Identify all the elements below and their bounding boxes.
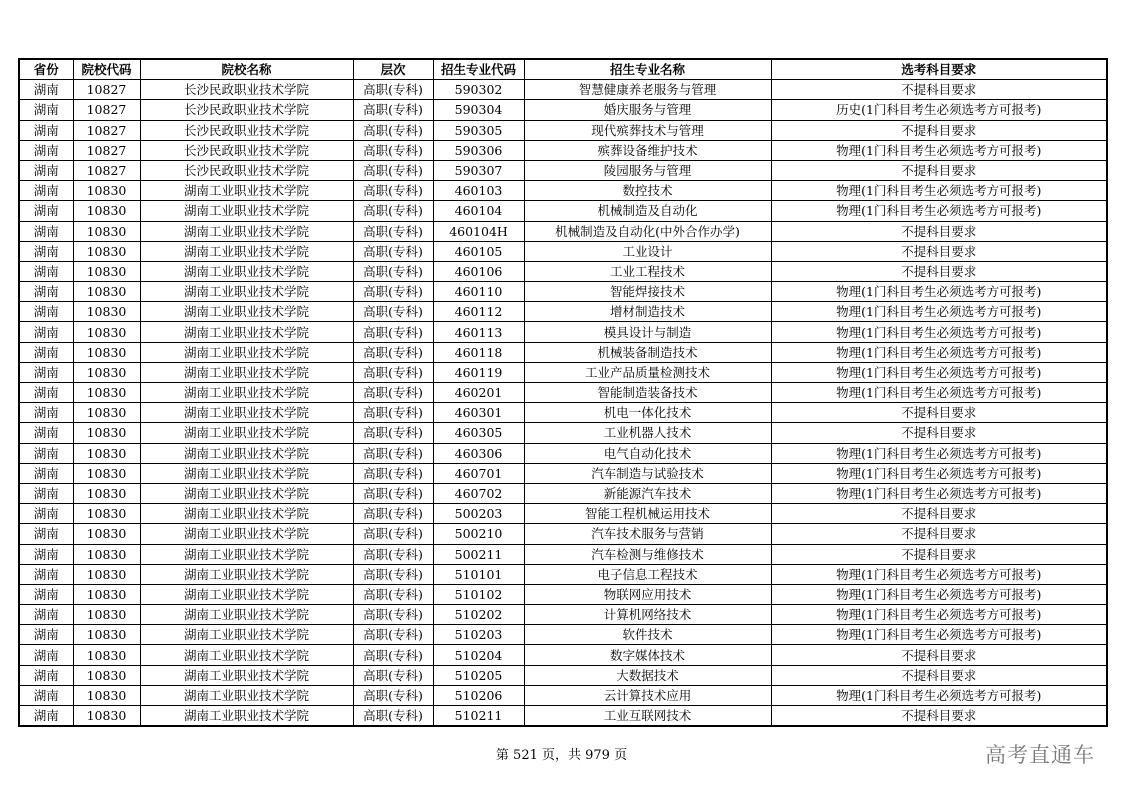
- table-body: [19, 80, 1107, 727]
- cell-level: 高职(专科): [353, 483, 433, 503]
- cell-school-name: 湖南工业职业技术学院: [140, 342, 353, 362]
- table-row: [19, 645, 1107, 665]
- cell-school-name: 湖南工业职业技术学院: [140, 261, 353, 281]
- cell-major-code: 460104: [433, 201, 524, 221]
- cell-province: 湖南: [19, 383, 73, 403]
- cell-major-code: 510102: [433, 584, 524, 604]
- cell-province: 湖南: [19, 302, 73, 322]
- cell-province: 湖南: [19, 181, 73, 201]
- cell-subject-requirement: 不提科目要求: [771, 261, 1107, 281]
- cell-major-code: 510203: [433, 625, 524, 645]
- cell-province: 湖南: [19, 544, 73, 564]
- cell-major-code: 500211: [433, 544, 524, 564]
- cell-province: 湖南: [19, 160, 73, 180]
- cell-major-code: 460106: [433, 261, 524, 281]
- col-header-major-name: 招生专业名称: [524, 59, 771, 80]
- table-row: [19, 605, 1107, 625]
- col-header-major-code: 招生专业代码: [433, 59, 524, 80]
- cell-province: 湖南: [19, 665, 73, 685]
- cell-major-name: 数控技术: [524, 181, 771, 201]
- cell-subject-requirement: 不提科目要求: [771, 120, 1107, 140]
- cell-major-code: 460104H: [433, 221, 524, 241]
- cell-school-code: 10830: [73, 383, 140, 403]
- cell-level: 高职(专科): [353, 342, 433, 362]
- table-row: [19, 544, 1107, 564]
- cell-province: 湖南: [19, 403, 73, 423]
- cell-school-name: 湖南工业职业技术学院: [140, 665, 353, 685]
- cell-level: 高职(专科): [353, 322, 433, 342]
- cell-level: 高职(专科): [353, 140, 433, 160]
- col-header-subject-requirement: 选考科目要求: [771, 59, 1107, 80]
- cell-school-code: 10830: [73, 685, 140, 705]
- cell-school-name: 湖南工业职业技术学院: [140, 605, 353, 625]
- cell-subject-requirement: 物理(1门科目考生必须选考方可报考): [771, 282, 1107, 302]
- table-row: [19, 706, 1107, 727]
- cell-school-code: 10827: [73, 160, 140, 180]
- cell-school-code: 10830: [73, 282, 140, 302]
- cell-school-name: 湖南工业职业技术学院: [140, 423, 353, 443]
- table-row: [19, 302, 1107, 322]
- cell-major-code: 510211: [433, 706, 524, 727]
- cell-major-name: 工业产品质量检测技术: [524, 362, 771, 382]
- cell-province: 湖南: [19, 322, 73, 342]
- cell-major-code: 590302: [433, 80, 524, 100]
- cell-subject-requirement: 不提科目要求: [771, 544, 1107, 564]
- cell-subject-requirement: 物理(1门科目考生必须选考方可报考): [771, 584, 1107, 604]
- cell-province: 湖南: [19, 463, 73, 483]
- table-row: [19, 483, 1107, 503]
- cell-subject-requirement: 不提科目要求: [771, 241, 1107, 261]
- cell-major-code: 510101: [433, 564, 524, 584]
- cell-province: 湖南: [19, 261, 73, 281]
- cell-subject-requirement: 物理(1门科目考生必须选考方可报考): [771, 463, 1107, 483]
- cell-level: 高职(专科): [353, 564, 433, 584]
- cell-province: 湖南: [19, 483, 73, 503]
- cell-province: 湖南: [19, 685, 73, 705]
- cell-school-name: 长沙民政职业技术学院: [140, 160, 353, 180]
- cell-major-name: 大数据技术: [524, 665, 771, 685]
- cell-school-name: 湖南工业职业技术学院: [140, 302, 353, 322]
- table-row: [19, 201, 1107, 221]
- cell-subject-requirement: 物理(1门科目考生必须选考方可报考): [771, 564, 1107, 584]
- cell-major-name: 新能源汽车技术: [524, 483, 771, 503]
- cell-level: 高职(专科): [353, 221, 433, 241]
- cell-level: 高职(专科): [353, 261, 433, 281]
- cell-school-code: 10830: [73, 504, 140, 524]
- cell-subject-requirement: 物理(1门科目考生必须选考方可报考): [771, 140, 1107, 160]
- cell-school-name: 湖南工业职业技术学院: [140, 463, 353, 483]
- table-row: [19, 282, 1107, 302]
- cell-major-code: 460201: [433, 383, 524, 403]
- cell-school-name: 湖南工业职业技术学院: [140, 483, 353, 503]
- cell-major-code: 590306: [433, 140, 524, 160]
- cell-major-code: 460701: [433, 463, 524, 483]
- cell-school-name: 湖南工业职业技术学院: [140, 322, 353, 342]
- cell-major-name: 智能焊接技术: [524, 282, 771, 302]
- cell-province: 湖南: [19, 524, 73, 544]
- cell-major-code: 460110: [433, 282, 524, 302]
- cell-school-code: 10830: [73, 625, 140, 645]
- cell-major-code: 590307: [433, 160, 524, 180]
- cell-level: 高职(专科): [353, 605, 433, 625]
- table-row: [19, 80, 1107, 100]
- cell-subject-requirement: 不提科目要求: [771, 645, 1107, 665]
- cell-major-code: 460118: [433, 342, 524, 362]
- cell-subject-requirement: 不提科目要求: [771, 504, 1107, 524]
- cell-level: 高职(专科): [353, 504, 433, 524]
- cell-major-code: 460305: [433, 423, 524, 443]
- cell-major-name: 软件技术: [524, 625, 771, 645]
- cell-major-code: 510205: [433, 665, 524, 685]
- cell-subject-requirement: 物理(1门科目考生必须选考方可报考): [771, 181, 1107, 201]
- cell-school-code: 10830: [73, 181, 140, 201]
- cell-school-name: 湖南工业职业技术学院: [140, 504, 353, 524]
- cell-level: 高职(专科): [353, 383, 433, 403]
- cell-province: 湖南: [19, 564, 73, 584]
- cell-subject-requirement: 物理(1门科目考生必须选考方可报考): [771, 443, 1107, 463]
- cell-subject-requirement: 不提科目要求: [771, 160, 1107, 180]
- page-number: 第 521 页，共 979 页: [495, 748, 628, 763]
- cell-school-name: 湖南工业职业技术学院: [140, 241, 353, 261]
- cell-major-name: 现代殡葬技术与管理: [524, 120, 771, 140]
- cell-school-name: 长沙民政职业技术学院: [140, 140, 353, 160]
- cell-subject-requirement: 不提科目要求: [771, 665, 1107, 685]
- cell-province: 湖南: [19, 282, 73, 302]
- table-row: [19, 625, 1107, 645]
- cell-school-name: 湖南工业职业技术学院: [140, 221, 353, 241]
- table-row: [19, 261, 1107, 281]
- cell-school-name: 湖南工业职业技术学院: [140, 706, 353, 727]
- table-row: [19, 524, 1107, 544]
- cell-school-name: 湖南工业职业技术学院: [140, 564, 353, 584]
- cell-province: 湖南: [19, 140, 73, 160]
- cell-major-code: 510202: [433, 605, 524, 625]
- cell-school-code: 10830: [73, 524, 140, 544]
- table-row: [19, 564, 1107, 584]
- cell-level: 高职(专科): [353, 645, 433, 665]
- cell-level: 高职(专科): [353, 100, 433, 120]
- cell-level: 高职(专科): [353, 403, 433, 423]
- admission-table: [18, 58, 1108, 727]
- cell-major-name: 机械制造及自动化(中外合作办学): [524, 221, 771, 241]
- cell-school-name: 湖南工业职业技术学院: [140, 685, 353, 705]
- cell-major-name: 陵园服务与管理: [524, 160, 771, 180]
- cell-province: 湖南: [19, 423, 73, 443]
- cell-subject-requirement: 物理(1门科目考生必须选考方可报考): [771, 322, 1107, 342]
- cell-major-code: 500203: [433, 504, 524, 524]
- cell-school-code: 10827: [73, 140, 140, 160]
- table-row: [19, 463, 1107, 483]
- cell-school-code: 10827: [73, 80, 140, 100]
- cell-level: 高职(专科): [353, 463, 433, 483]
- cell-subject-requirement: 物理(1门科目考生必须选考方可报考): [771, 383, 1107, 403]
- cell-level: 高职(专科): [353, 443, 433, 463]
- table-row: [19, 221, 1107, 241]
- table-row: [19, 383, 1107, 403]
- cell-school-code: 10830: [73, 261, 140, 281]
- cell-subject-requirement: 不提科目要求: [771, 423, 1107, 443]
- cell-school-code: 10827: [73, 120, 140, 140]
- cell-major-name: 殡葬设备维护技术: [524, 140, 771, 160]
- cell-school-name: 湖南工业职业技术学院: [140, 383, 353, 403]
- cell-major-code: 460103: [433, 181, 524, 201]
- table-row: [19, 241, 1107, 261]
- cell-school-name: 湖南工业职业技术学院: [140, 282, 353, 302]
- table-row: [19, 342, 1107, 362]
- cell-major-code: 460702: [433, 483, 524, 503]
- cell-school-code: 10830: [73, 241, 140, 261]
- cell-major-code: 460105: [433, 241, 524, 261]
- cell-school-code: 10830: [73, 362, 140, 382]
- cell-level: 高职(专科): [353, 584, 433, 604]
- cell-subject-requirement: 历史(1门科目考生必须选考方可报考): [771, 100, 1107, 120]
- cell-school-name: 湖南工业职业技术学院: [140, 201, 353, 221]
- cell-major-code: 460112: [433, 302, 524, 322]
- cell-major-name: 工业机器人技术: [524, 423, 771, 443]
- cell-subject-requirement: 物理(1门科目考生必须选考方可报考): [771, 605, 1107, 625]
- cell-major-code: 590304: [433, 100, 524, 120]
- cell-major-name: 机电一体化技术: [524, 403, 771, 423]
- cell-province: 湖南: [19, 241, 73, 261]
- cell-school-name: 长沙民政职业技术学院: [140, 100, 353, 120]
- cell-province: 湖南: [19, 221, 73, 241]
- col-header-province: 省份: [19, 59, 73, 80]
- cell-province: 湖南: [19, 362, 73, 382]
- cell-level: 高职(专科): [353, 544, 433, 564]
- cell-level: 高职(专科): [353, 625, 433, 645]
- cell-major-code: 500210: [433, 524, 524, 544]
- cell-subject-requirement: 物理(1门科目考生必须选考方可报考): [771, 685, 1107, 705]
- col-header-school-code: 院校代码: [73, 59, 140, 80]
- cell-school-name: 湖南工业职业技术学院: [140, 584, 353, 604]
- cell-school-code: 10830: [73, 584, 140, 604]
- cell-school-code: 10830: [73, 201, 140, 221]
- cell-province: 湖南: [19, 201, 73, 221]
- cell-school-code: 10830: [73, 443, 140, 463]
- cell-major-name: 机械装备制造技术: [524, 342, 771, 362]
- cell-level: 高职(专科): [353, 665, 433, 685]
- table-row: [19, 160, 1107, 180]
- cell-school-name: 湖南工业职业技术学院: [140, 625, 353, 645]
- cell-major-code: 460301: [433, 403, 524, 423]
- table-row: [19, 665, 1107, 685]
- cell-school-code: 10830: [73, 564, 140, 584]
- cell-subject-requirement: 不提科目要求: [771, 403, 1107, 423]
- cell-major-name: 云计算技术应用: [524, 685, 771, 705]
- cell-level: 高职(专科): [353, 302, 433, 322]
- cell-level: 高职(专科): [353, 160, 433, 180]
- cell-level: 高职(专科): [353, 685, 433, 705]
- cell-major-name: 工业工程技术: [524, 261, 771, 281]
- cell-school-code: 10830: [73, 302, 140, 322]
- watermark-logo: 高考直通车: [985, 743, 1095, 767]
- cell-school-name: 长沙民政职业技术学院: [140, 120, 353, 140]
- cell-level: 高职(专科): [353, 524, 433, 544]
- cell-subject-requirement: 物理(1门科目考生必须选考方可报考): [771, 302, 1107, 322]
- cell-school-name: 湖南工业职业技术学院: [140, 524, 353, 544]
- cell-school-name: 湖南工业职业技术学院: [140, 544, 353, 564]
- cell-major-name: 婚庆服务与管理: [524, 100, 771, 120]
- cell-subject-requirement: 不提科目要求: [771, 221, 1107, 241]
- cell-level: 高职(专科): [353, 362, 433, 382]
- cell-school-code: 10830: [73, 322, 140, 342]
- cell-major-code: 460306: [433, 443, 524, 463]
- cell-province: 湖南: [19, 80, 73, 100]
- cell-school-code: 10827: [73, 100, 140, 120]
- table-row: [19, 403, 1107, 423]
- cell-school-name: 湖南工业职业技术学院: [140, 443, 353, 463]
- cell-major-name: 数字媒体技术: [524, 645, 771, 665]
- cell-major-code: 510206: [433, 685, 524, 705]
- cell-school-name: 湖南工业职业技术学院: [140, 645, 353, 665]
- table-row: [19, 181, 1107, 201]
- table-row: [19, 423, 1107, 443]
- cell-province: 湖南: [19, 100, 73, 120]
- cell-school-code: 10830: [73, 605, 140, 625]
- cell-major-name: 工业设计: [524, 241, 771, 261]
- cell-school-code: 10830: [73, 221, 140, 241]
- cell-school-code: 10830: [73, 342, 140, 362]
- cell-major-code: 510204: [433, 645, 524, 665]
- cell-level: 高职(专科): [353, 80, 433, 100]
- cell-school-code: 10830: [73, 463, 140, 483]
- cell-subject-requirement: 物理(1门科目考生必须选考方可报考): [771, 483, 1107, 503]
- cell-level: 高职(专科): [353, 181, 433, 201]
- cell-subject-requirement: 不提科目要求: [771, 706, 1107, 727]
- cell-school-name: 湖南工业职业技术学院: [140, 403, 353, 423]
- cell-level: 高职(专科): [353, 423, 433, 443]
- cell-major-name: 汽车制造与试验技术: [524, 463, 771, 483]
- table-row: [19, 443, 1107, 463]
- cell-school-code: 10830: [73, 423, 140, 443]
- table-row: [19, 322, 1107, 342]
- cell-subject-requirement: 物理(1门科目考生必须选考方可报考): [771, 625, 1107, 645]
- cell-level: 高职(专科): [353, 201, 433, 221]
- cell-school-code: 10830: [73, 665, 140, 685]
- cell-school-code: 10830: [73, 706, 140, 727]
- table-row: [19, 685, 1107, 705]
- cell-province: 湖南: [19, 504, 73, 524]
- table-row: [19, 584, 1107, 604]
- table-row: [19, 362, 1107, 382]
- cell-province: 湖南: [19, 120, 73, 140]
- cell-major-name: 模具设计与制造: [524, 322, 771, 342]
- cell-major-name: 智能制造装备技术: [524, 383, 771, 403]
- cell-level: 高职(专科): [353, 241, 433, 261]
- cell-school-name: 长沙民政职业技术学院: [140, 80, 353, 100]
- cell-major-code: 590305: [433, 120, 524, 140]
- cell-subject-requirement: 不提科目要求: [771, 80, 1107, 100]
- cell-school-code: 10830: [73, 544, 140, 564]
- cell-major-name: 计算机网络技术: [524, 605, 771, 625]
- cell-major-name: 物联网应用技术: [524, 584, 771, 604]
- cell-major-name: 工业互联网技术: [524, 706, 771, 727]
- cell-province: 湖南: [19, 706, 73, 727]
- cell-level: 高职(专科): [353, 282, 433, 302]
- cell-subject-requirement: 物理(1门科目考生必须选考方可报考): [771, 362, 1107, 382]
- header-row: [19, 59, 1107, 80]
- table-row: [19, 504, 1107, 524]
- cell-province: 湖南: [19, 625, 73, 645]
- cell-subject-requirement: 物理(1门科目考生必须选考方可报考): [771, 342, 1107, 362]
- cell-major-code: 460113: [433, 322, 524, 342]
- col-header-level: 层次: [353, 59, 433, 80]
- cell-major-name: 电气自动化技术: [524, 443, 771, 463]
- cell-major-name: 智慧健康养老服务与管理: [524, 80, 771, 100]
- cell-major-name: 汽车技术服务与营销: [524, 524, 771, 544]
- cell-subject-requirement: 物理(1门科目考生必须选考方可报考): [771, 201, 1107, 221]
- cell-school-code: 10830: [73, 645, 140, 665]
- table-row: [19, 140, 1107, 160]
- cell-subject-requirement: 不提科目要求: [771, 524, 1107, 544]
- cell-school-code: 10830: [73, 483, 140, 503]
- cell-province: 湖南: [19, 342, 73, 362]
- cell-major-name: 机械制造及自动化: [524, 201, 771, 221]
- cell-school-name: 湖南工业职业技术学院: [140, 362, 353, 382]
- cell-province: 湖南: [19, 645, 73, 665]
- cell-major-name: 增材制造技术: [524, 302, 771, 322]
- table-row: [19, 100, 1107, 120]
- cell-major-code: 460119: [433, 362, 524, 382]
- cell-school-code: 10830: [73, 403, 140, 423]
- table-row: [19, 120, 1107, 140]
- cell-level: 高职(专科): [353, 706, 433, 727]
- cell-level: 高职(专科): [353, 120, 433, 140]
- cell-province: 湖南: [19, 605, 73, 625]
- cell-major-name: 电子信息工程技术: [524, 564, 771, 584]
- cell-major-name: 汽车检测与维修技术: [524, 544, 771, 564]
- cell-province: 湖南: [19, 443, 73, 463]
- cell-province: 湖南: [19, 584, 73, 604]
- cell-school-name: 湖南工业职业技术学院: [140, 181, 353, 201]
- col-header-school-name: 院校名称: [140, 59, 353, 80]
- cell-major-name: 智能工程机械运用技术: [524, 504, 771, 524]
